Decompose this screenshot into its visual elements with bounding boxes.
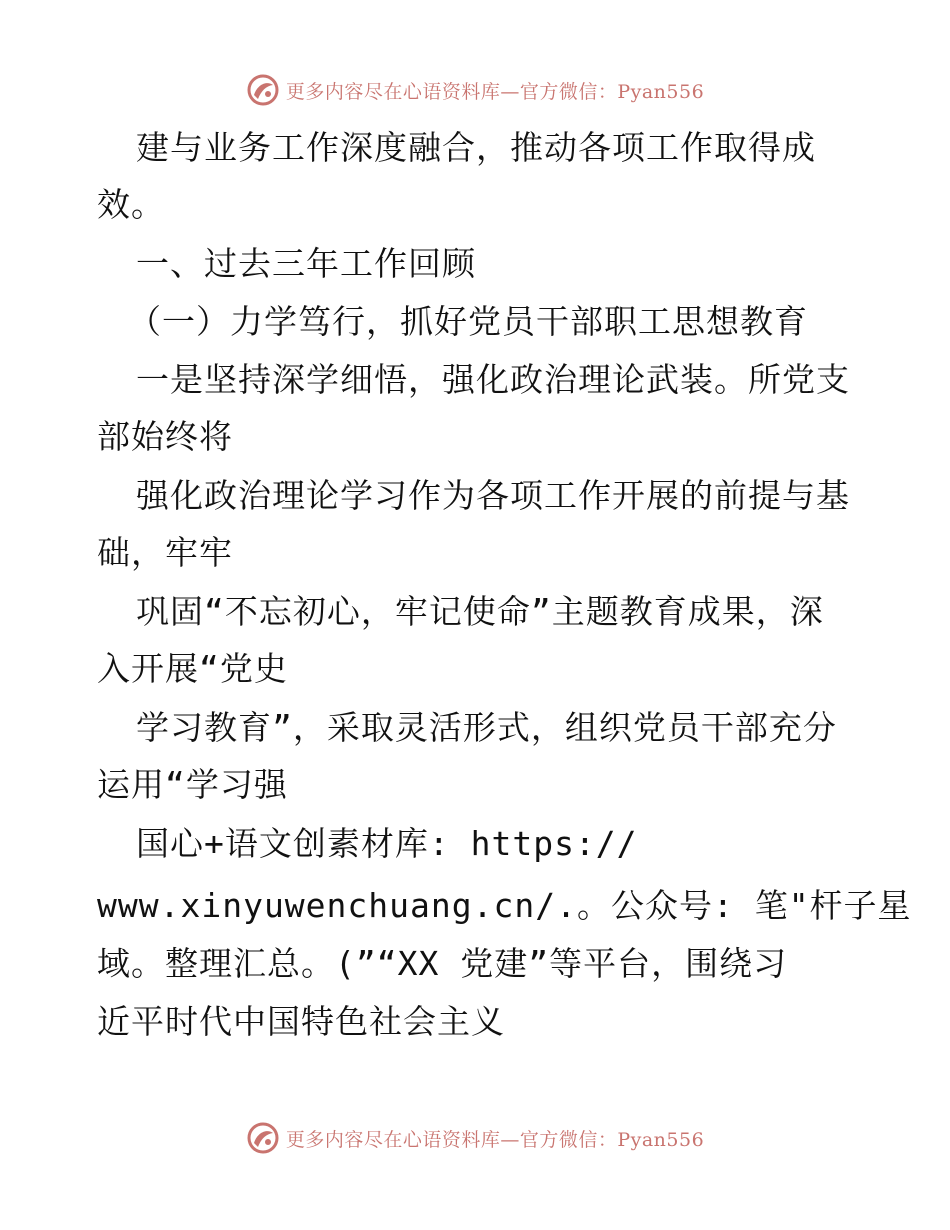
text-line: 运用“学习强 — [97, 765, 288, 804]
text-line: 入开展“党史 — [97, 649, 288, 688]
subsection-heading: （一）力学笃行，抓好党员干部职工思想教育 — [128, 302, 808, 341]
watermark-footer — [0, 1118, 950, 1158]
text-line: www.xinyuwenchuang.cn/.。公众号: 笔"杆子星 — [97, 886, 912, 925]
text-line: 学习教育”，采取灵活形式，组织党员干部充分 — [136, 708, 837, 747]
watermark-logo-icon — [246, 1121, 280, 1155]
text-line: 建与业务工作深度融合，推动各项工作取得成 — [136, 128, 816, 167]
text-line: 强化政治理论学习作为各项工作开展的前提与基 — [136, 476, 850, 515]
text-line: 一是坚持深学细悟，强化政治理论武装。所党支 — [136, 360, 850, 399]
text-line: 近平时代中国特色社会主义 — [97, 1002, 505, 1041]
section-heading: 一、过去三年工作回顾 — [136, 244, 476, 283]
text-line: 国心+语文创素材库: https:// — [136, 824, 638, 863]
watermark-logo-icon — [246, 73, 280, 107]
watermark-text: 更多内容尽在心语资料库—官方微信：Pyan556 — [285, 1128, 705, 1151]
text-line: 域。整理汇总。(”“XX 党建”等平台，围绕习 — [97, 944, 788, 983]
watermark-text: 更多内容尽在心语资料库—官方微信：Pyan556 — [285, 80, 705, 103]
text-line: 部始终将 — [97, 417, 233, 456]
text-line: 巩固“不忘初心，牢记使命”主题教育成果，深 — [136, 592, 824, 631]
text-line: 效。 — [97, 185, 165, 224]
watermark-header — [0, 70, 950, 110]
text-line: 础，牢牢 — [97, 533, 233, 572]
